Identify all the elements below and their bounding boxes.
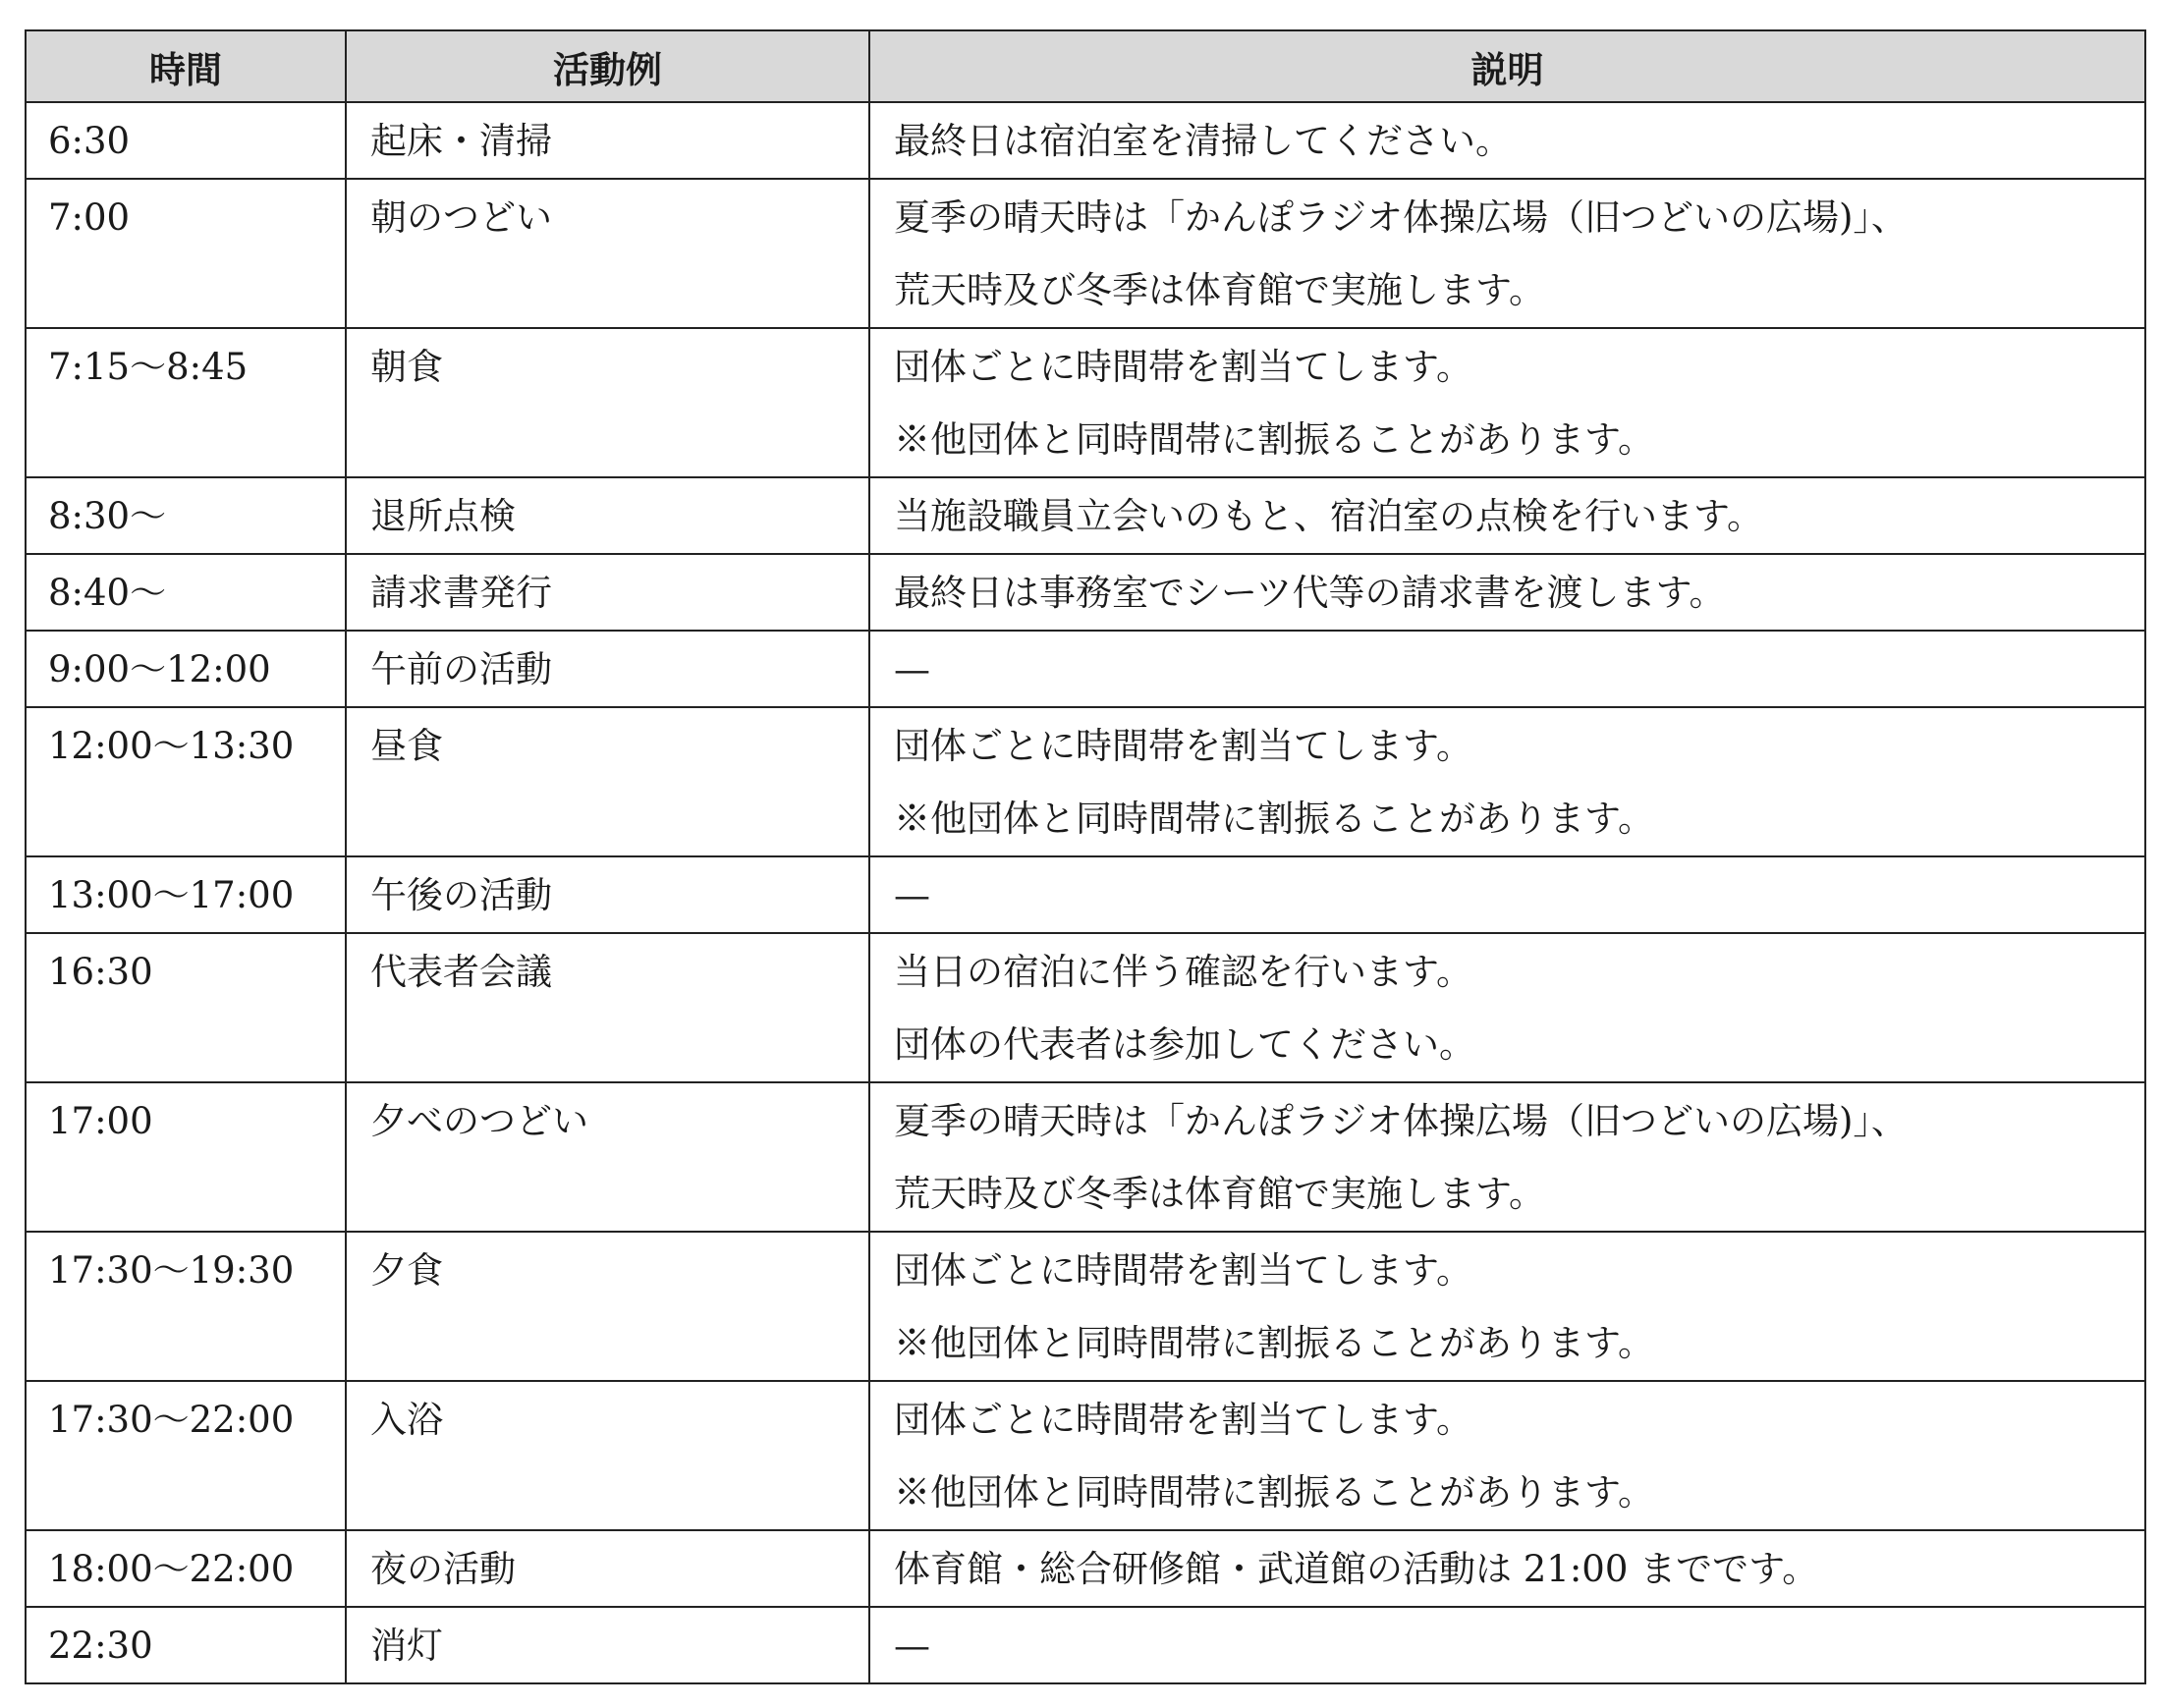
table-row [26,707,2145,856]
description-line: ※他団体と同時間帯に割振ることがあります。 [894,798,1655,840]
cell-description [869,1082,2145,1232]
cell-time: 9:00〜12:00 [26,631,346,707]
description-line: ※他団体と同時間帯に割振ることがあります。 [894,1471,1655,1514]
description-line: 夏季の晴天時は「かんぽラジオ体操広場（旧つどいの広場)」、 [894,1100,1908,1142]
cell-activity: 午後の活動 [346,856,869,933]
schedule-table [25,29,2146,1684]
cell-time: 18:00〜22:00 [26,1530,346,1607]
description-line: 当施設職員立会いのもと、宿泊室の点検を行います。 [894,495,1764,537]
table-row [26,179,2145,328]
table-header-row [26,30,2145,102]
cell-time: 17:30〜19:30 [26,1232,346,1381]
cell-description [869,1607,2145,1683]
table-row [26,102,2145,179]
cell-description [869,328,2145,477]
description-line: 最終日は宿泊室を清掃してください。 [894,120,1512,162]
cell-description [869,102,2145,179]
cell-time: 8:40〜 [26,554,346,631]
description-line: — [894,874,930,916]
description-line: 団体ごとに時間帯を割当てします。 [894,725,1473,767]
cell-time: 16:30 [26,933,346,1082]
table-row [26,1082,2145,1232]
description-line: 団体ごとに時間帯を割当てします。 [894,1249,1473,1292]
cell-activity: 消灯 [346,1607,869,1683]
description-line: ※他団体と同時間帯に割振ることがあります。 [894,418,1655,461]
cell-time: 17:00 [26,1082,346,1232]
cell-activity: 夕べのつどい [346,1082,869,1232]
cell-time: 17:30〜22:00 [26,1381,346,1530]
table-row [26,856,2145,933]
table-row [26,1232,2145,1381]
table-row [26,1530,2145,1607]
cell-activity: 朝食 [346,328,869,477]
cell-activity: 請求書発行 [346,554,869,631]
cell-description [869,631,2145,707]
cell-activity: 入浴 [346,1381,869,1530]
cell-activity: 退所点検 [346,477,869,554]
cell-description [869,933,2145,1082]
cell-activity: 昼食 [346,707,869,856]
table-row [26,1607,2145,1683]
cell-time: 22:30 [26,1607,346,1683]
cell-description [869,477,2145,554]
description-line: 体育館・総合研修館・武道館の活動は 21:00 までです。 [894,1548,1819,1590]
description-line: 夏季の晴天時は「かんぽラジオ体操広場（旧つどいの広場)」、 [894,196,1908,239]
header-time: 時間 [26,30,346,102]
table-row [26,631,2145,707]
cell-description [869,856,2145,933]
cell-description [869,179,2145,328]
table-row [26,1381,2145,1530]
description-line: 最終日は事務室でシーツ代等の請求書を渡します。 [894,572,1726,614]
description-line: ※他団体と同時間帯に割振ることがあります。 [894,1322,1655,1364]
header-activity: 活動例 [346,30,869,102]
cell-description [869,707,2145,856]
description-line: 当日の宿泊に伴う確認を行います。 [894,951,1473,993]
table-row [26,554,2145,631]
cell-activity: 夕食 [346,1232,869,1381]
cell-description [869,1232,2145,1381]
cell-time: 7:15〜8:45 [26,328,346,477]
cell-activity: 午前の活動 [346,631,869,707]
cell-time: 6:30 [26,102,346,179]
description-line: 荒天時及び冬季は体育館で実施します。 [894,1173,1546,1215]
cell-time: 8:30〜 [26,477,346,554]
cell-time: 12:00〜13:30 [26,707,346,856]
schedule-table-container [25,29,2144,1684]
header-description: 説明 [869,30,2145,102]
description-line: 団体ごとに時間帯を割当てします。 [894,346,1473,388]
cell-time: 13:00〜17:00 [26,856,346,933]
table-row [26,933,2145,1082]
cell-time: 7:00 [26,179,346,328]
description-line: — [894,648,930,690]
cell-activity: 起床・清掃 [346,102,869,179]
cell-activity: 朝のつどい [346,179,869,328]
cell-activity: 夜の活動 [346,1530,869,1607]
description-line: 団体の代表者は参加してください。 [894,1023,1475,1066]
table-body [26,102,2145,1683]
cell-description [869,1530,2145,1607]
description-line: 荒天時及び冬季は体育館で実施します。 [894,269,1546,311]
description-line: 団体ごとに時間帯を割当てします。 [894,1399,1473,1441]
cell-description [869,554,2145,631]
cell-activity: 代表者会議 [346,933,869,1082]
table-row [26,328,2145,477]
table-row [26,477,2145,554]
description-line: — [894,1625,930,1667]
cell-description [869,1381,2145,1530]
